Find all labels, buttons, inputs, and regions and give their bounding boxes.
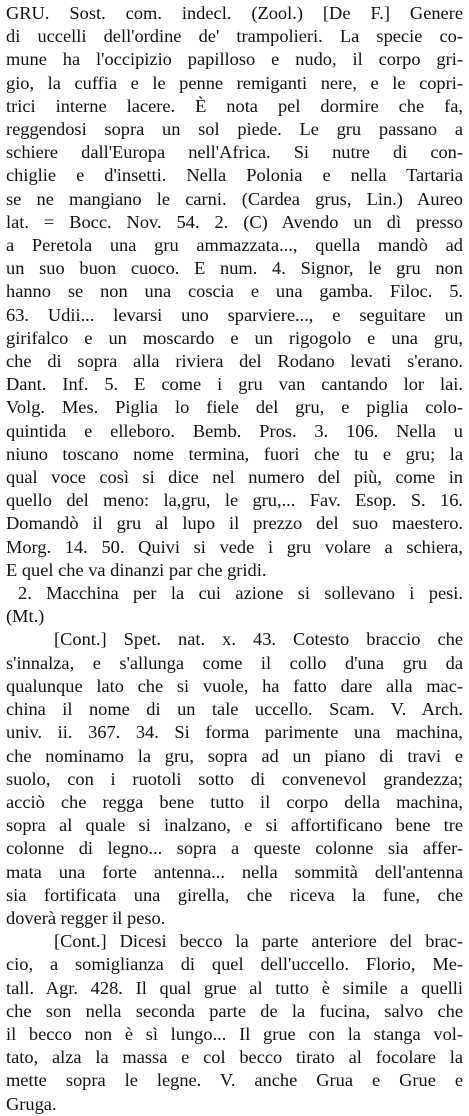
text-line: mata una forte antenna... nella sommità dell'antenna bbox=[6, 861, 463, 882]
text-line: E quel che va dinanzi par che gridi. bbox=[6, 559, 267, 580]
text-line: reggendosi sopra un sol piede. Le gru passano a bbox=[6, 119, 463, 140]
text-line: girifalco e un moscardo e un rigogolo e una gru, bbox=[6, 327, 463, 348]
text-line: cio, a somiglianza di quel dell'uccello. Florio, Me- bbox=[6, 954, 463, 975]
text-line: [Cont.] Spet. nat. x. 43. Cotesto braccio che bbox=[54, 629, 463, 650]
text-line: qualunque lato che si vuole, ha fatto dare alla mac- bbox=[6, 675, 463, 696]
text-line: acciò che regga bene tutto il corpo della machina, bbox=[6, 791, 463, 812]
text-line: tall. Agr. 428. Il qual grue al tutto è simile a quelli bbox=[6, 977, 463, 998]
text-line: Gruga. bbox=[6, 1093, 57, 1114]
text-line: qual voce così si dice nel numero del più, come in bbox=[6, 467, 463, 488]
text-line: 63. Udii... levarsi uno sparviere..., e seguitare un bbox=[6, 304, 463, 325]
sense-heading: 2. Macchina per la cui azione si sollevano i pesi. bbox=[18, 583, 463, 604]
text-line: doverà regger il peso. bbox=[6, 907, 166, 928]
text-line: mette sopra le legne. V. anche Grua e Grue e bbox=[6, 1070, 463, 1091]
text-line: mune ha l'occipizio papilloso e nudo, il corpo gri- bbox=[6, 49, 463, 70]
text-line: gio, la cuffia e le penne remiganti nere, e le copri- bbox=[6, 72, 463, 93]
text-line: a Peretola una gru ammazzata..., quella mandò ad bbox=[6, 235, 463, 256]
text-line: Morg. 14. 50. Quivi si vede i gru volare a schiera, bbox=[6, 536, 463, 557]
text-line: quello del meno: la,gru, le gru,... Fav. Esop. S. 16. bbox=[6, 490, 463, 511]
text-line: china il nome di un tale uccello. Scam. V. Arch. bbox=[6, 699, 463, 720]
text-line: sia fortificata una girella, che riceva la fune, che bbox=[6, 884, 463, 905]
text-line: (Mt.) bbox=[6, 606, 45, 627]
text-line: trici interne lacere. È nota pel dormire che fa, bbox=[6, 95, 463, 116]
text-line: Domandò il gru al lupo il prezzo del suo maestero. bbox=[6, 513, 463, 534]
text-line: che nominamo la gru, sopra ad un piano di travi e bbox=[6, 745, 463, 766]
text-line: chiglie e d'insetti. Nella Polonia e nella Tartaria bbox=[6, 165, 463, 186]
text-line: se ne mangiano le carni. (Cardea grus, Lin.) Aureo bbox=[6, 188, 463, 209]
text-line: tato, alza la massa e col becco tirato al focolare la bbox=[6, 1047, 463, 1068]
text-line: che di sopra alla riviera del Rodano levati s'erano. bbox=[6, 351, 463, 372]
text-line: lat. = Bocc. Nov. 54. 2. (C) Avendo un dì presso bbox=[6, 211, 463, 232]
text-line: hanno se non una coscia e una gamba. Filoc. 5. bbox=[6, 281, 463, 302]
text-line: Volg. Mes. Piglia lo fiele del gru, e piglia colo- bbox=[6, 397, 463, 418]
text-line: Dant. Inf. 5. E come i gru van cantando lor lai. bbox=[6, 374, 463, 395]
text-line: univ. ii. 367. 34. Si forma parimente una machina, bbox=[6, 722, 463, 743]
text-line: s'innalza, e s'allunga come il collo d'una gru da bbox=[6, 652, 463, 673]
text-line: che son nella seconda parte de la fucina, salvo che bbox=[6, 1000, 463, 1021]
text-line: quintida e elleboro. Bemb. Pros. 3. 106. Nella u bbox=[6, 420, 463, 441]
text-line: schiere dall'Europa nell'Africa. Si nutre di con- bbox=[6, 142, 463, 163]
text-line: di uccelli dell'ordine de' trampolieri. La specie co- bbox=[6, 26, 463, 47]
text-line: il becco non è sì lungo... Il grue con la stanga vol- bbox=[6, 1023, 463, 1044]
text-line: un suo buon cuoco. E num. 4. Signor, le gru non bbox=[6, 258, 463, 279]
text-line: suolo, con i ruotoli sotto di convenevol grandezza; bbox=[6, 768, 463, 789]
text-line: sopra al quale si inalzano, e si affortificano bene tre bbox=[6, 815, 463, 836]
text-line: GRU. Sost. com. indecl. (Zool.) [De F.] Genere bbox=[6, 3, 463, 23]
text-line: [Cont.] Dicesi becco la parte anteriore del brac- bbox=[54, 931, 463, 952]
text-line: colonne di legno... sopra a queste colonne sia affer- bbox=[6, 838, 463, 859]
text-line: niuno toscano nome termina, fuori che tu e gru; la bbox=[6, 443, 463, 464]
